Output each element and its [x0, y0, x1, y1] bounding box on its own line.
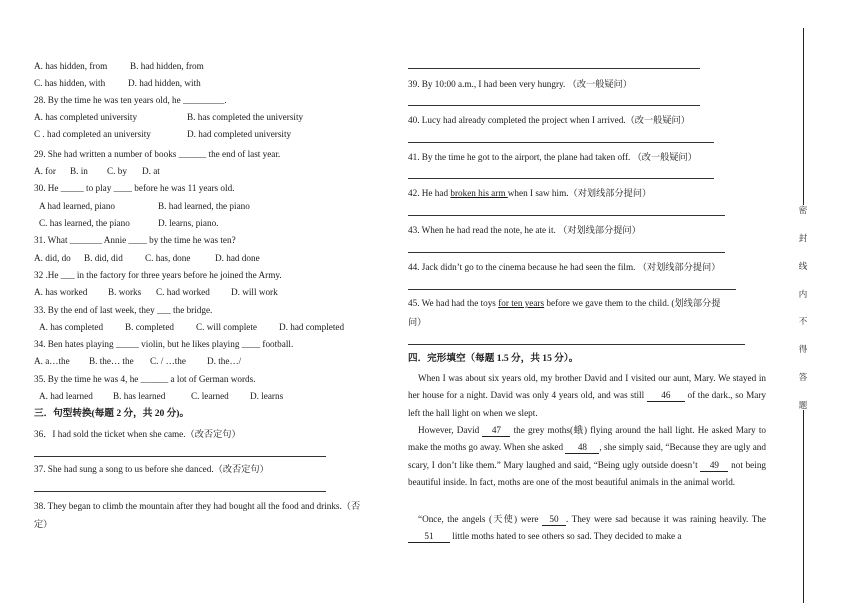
option: A. for — [34, 166, 56, 176]
answer-line — [34, 491, 326, 492]
question-39: 39. By 10:00 a.m., I had been very hungry. （改一般疑问） — [408, 79, 632, 89]
question-37: 37. She had sung a song to us before she danced.（改否定句） — [34, 464, 269, 474]
q27-options-row1 — [34, 60, 204, 72]
blank-48[interactable]: 48 — [565, 442, 599, 454]
answer-line — [408, 215, 725, 216]
question-45 — [408, 297, 720, 309]
seal-char: 封 — [798, 232, 808, 243]
option: C. has learned, the piano — [39, 218, 130, 228]
seal-char: 题 — [798, 399, 808, 410]
question-43: 43. When he had read the note, he ate it. （对划线部分提问） — [408, 225, 641, 235]
option: A. a…the — [34, 356, 70, 366]
seal-char: 密 — [798, 205, 808, 215]
option: B. in — [70, 166, 88, 176]
cloze-text: not being beautiful inside. In fact, moths are one of the most beautiful animals in the animal world. — [408, 459, 767, 487]
q28-options-row1 — [34, 111, 303, 123]
cloze-text: the grey moths(蛾) flying around the hall light. He asked Mary to make the moths go away. When she asked — [408, 425, 766, 453]
question-31: 31. What _______ Annie ____ by the time he was ten? — [34, 235, 236, 245]
cloze-paragraph-3 — [408, 511, 766, 546]
option: C. learned — [191, 391, 229, 401]
answer-line — [408, 68, 700, 69]
option: D. the…/ — [207, 356, 242, 366]
question-42 — [408, 187, 651, 199]
question-30: 30. He _____ to play ____ before he was 11 years old. — [34, 183, 235, 193]
question-40: 40. Lucy had already completed the project when I arrived.（改一般疑问） — [408, 115, 690, 125]
cloze-text: When I was about six years old, my brother David and I visited our aunt, Mary. We stayed in her house for a night. David was only 4 years old, and was still — [408, 373, 766, 401]
answer-line — [408, 142, 714, 143]
q33-options — [39, 321, 344, 333]
cloze-text: . They were sad because it was raining heavily. The — [565, 514, 766, 524]
question-28: 28. By the time he was ten years old, he _________. — [34, 95, 227, 105]
option: B. completed — [125, 322, 174, 332]
answer-line — [34, 456, 326, 457]
option: C. has, done — [145, 253, 191, 263]
q31-options — [34, 252, 260, 264]
seal-char: 线 — [798, 260, 808, 271]
option: D. had done — [215, 253, 260, 263]
seal-char: 得 — [798, 344, 808, 355]
option: D. had completed university — [187, 129, 292, 139]
seal-char: 答 — [798, 372, 808, 383]
option: A. has hidden, from — [34, 61, 108, 71]
option: B. the… the — [89, 356, 134, 366]
option: C . had completed an university — [34, 129, 151, 139]
blank-46[interactable]: 46 — [647, 390, 685, 402]
q30-options-row1 — [39, 200, 250, 212]
cloze-text: of the dark., so Mary left the hall light on when we slept. — [408, 390, 766, 418]
question-45-cont: 问） — [408, 317, 427, 327]
blank-49[interactable]: 49 — [700, 460, 728, 472]
q27-options-row2 — [34, 77, 201, 89]
option: D. will work — [231, 287, 278, 297]
option: C. by — [107, 166, 127, 176]
option: B. works — [108, 287, 142, 297]
answer-line — [408, 178, 714, 179]
answer-line — [408, 252, 725, 253]
question-44: 44. Jack didn’t go to the cinema because he had seen the film. （对划线部分提问） — [408, 262, 721, 272]
question-36: 36．I had sold the ticket when she came.（改否定句） — [34, 429, 241, 439]
seal-char: 不 — [798, 316, 808, 327]
cloze-text: “Once, the angels (天使) were — [418, 514, 542, 524]
answer-line — [408, 344, 745, 345]
answer-line — [408, 289, 736, 290]
cloze-text: , she simply said, “Because they are ugly and scary, I don’t like them.” Mary laughed and said, “Being ugly outside doesn’t — [408, 442, 766, 470]
q34-options — [34, 355, 241, 367]
option: D. had hidden, with — [128, 78, 201, 88]
question-38-cont: 定） — [34, 519, 53, 529]
option: A had learned, piano — [39, 201, 116, 211]
option: B. had learned, the piano — [158, 201, 250, 211]
option: A. has completed university — [34, 112, 138, 122]
question-32: 32 .He ___ in the factory for three years before he joined the Army. — [34, 270, 282, 280]
blank-47[interactable]: 47 — [482, 425, 510, 437]
seal-line-notice — [791, 205, 815, 410]
option: C. / …the — [150, 356, 186, 366]
option: B. has learned — [113, 391, 166, 401]
option: B. has completed the university — [187, 112, 304, 122]
option: A. has worked — [34, 287, 88, 297]
q45-underlined: for ten years — [498, 298, 545, 308]
option: D. learns — [250, 391, 284, 401]
cloze-paragraph-2 — [408, 422, 766, 491]
option: C. has hidden, with — [34, 78, 106, 88]
section-3-heading: 三．句型转换(每题 2 分，共 20 分)。 — [34, 408, 190, 419]
q35-options — [39, 390, 283, 402]
section-4-heading: 四．完形填空（每题 1.5 分，共 15 分）。 — [408, 353, 579, 364]
question-35: 35. By the time he was 4, he ______ a lot of German words. — [34, 374, 256, 384]
option: C. will complete — [196, 322, 257, 332]
option: D. had completed — [279, 322, 345, 332]
question-29: 29. She had written a number of books ______ the end of last year. — [34, 149, 281, 159]
q45-text: 45. We had had the toys — [408, 298, 499, 308]
option: B. had hidden, from — [130, 61, 204, 71]
option: A. had learned — [39, 391, 93, 401]
q42-underlined: broken his arm — [450, 188, 508, 198]
option: D. learns, piano. — [158, 218, 219, 228]
q42-text: when I saw him.（对划线部分提问） — [507, 188, 652, 198]
seal-char: 内 — [798, 288, 808, 299]
cloze-paragraph-1 — [408, 370, 766, 422]
blank-51[interactable]: 51 — [408, 531, 450, 543]
option: B. did, did — [84, 253, 123, 263]
q29-options — [34, 165, 160, 177]
q45-text: before we gave them to the child. (划线部分提 — [544, 298, 721, 308]
blank-50[interactable]: 50 — [542, 514, 566, 526]
q28-options-row2 — [34, 128, 291, 140]
cloze-text: little moths hated to see others so sad. They decided to make a — [450, 531, 682, 542]
answer-line — [408, 105, 700, 106]
option: A. has completed — [39, 322, 104, 332]
question-33: 33. By the end of last week, they ___ the bridge. — [34, 305, 213, 315]
option: D. at — [142, 166, 160, 176]
question-38: 38. They began to climb the mountain after they had bought all the food and drinks.（否 — [34, 501, 361, 511]
cloze-text: However, David — [418, 425, 483, 435]
q30-options-row2 — [39, 217, 218, 229]
option: A. did, do — [34, 253, 71, 263]
question-34: 34. Ben hates playing _____ violin, but he likes playing ____ football. — [34, 339, 294, 349]
q42-text: 42. He had — [408, 188, 451, 198]
q32-options — [34, 286, 278, 298]
question-41: 41. By the time he got to the airport, the plane had taken off. （改一般疑问） — [408, 152, 697, 162]
option: C. had worked — [156, 287, 210, 297]
